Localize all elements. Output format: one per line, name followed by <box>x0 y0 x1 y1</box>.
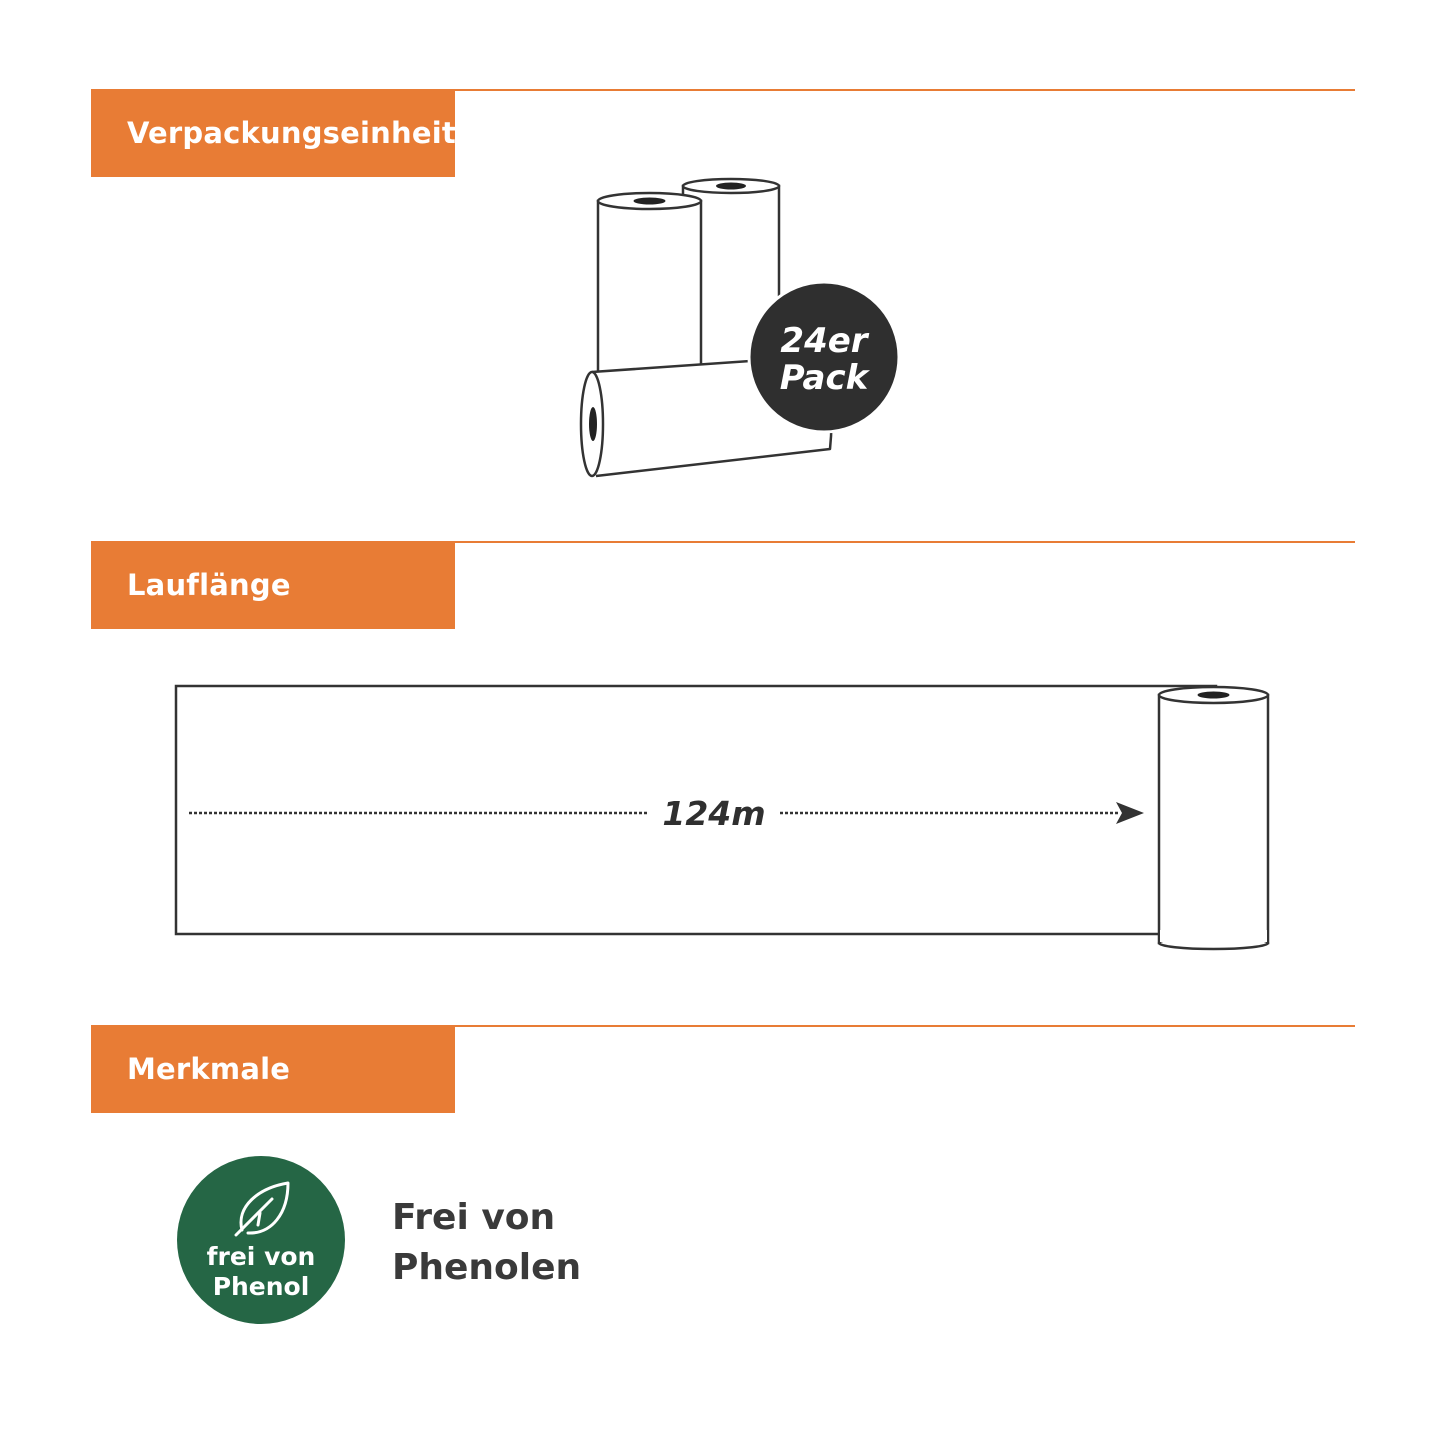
paper-roll-standing <box>1159 687 1268 949</box>
feature-text-line-1: Frei von <box>392 1197 556 1238</box>
section-title-features: Merkmale <box>91 1026 455 1113</box>
pack-size-badge <box>749 282 899 432</box>
pack-size-label: Pack <box>779 358 869 398</box>
feature-text-line-2: Phenolen <box>392 1247 582 1288</box>
length-value: 124m <box>662 794 766 833</box>
phenol-free-badge <box>176 1155 346 1325</box>
pack-size-number: 24er <box>780 321 868 361</box>
section-title-packaging: Verpackungseinheit <box>91 90 455 177</box>
roll-length-illustration <box>170 678 1280 958</box>
paper-rolls-illustration <box>570 170 910 490</box>
feature-description <box>392 1193 581 1293</box>
badge-line-2: Phenol <box>212 1272 310 1301</box>
badge-line-1: frei von <box>206 1242 316 1271</box>
section-title-length: Lauflänge <box>91 542 455 629</box>
